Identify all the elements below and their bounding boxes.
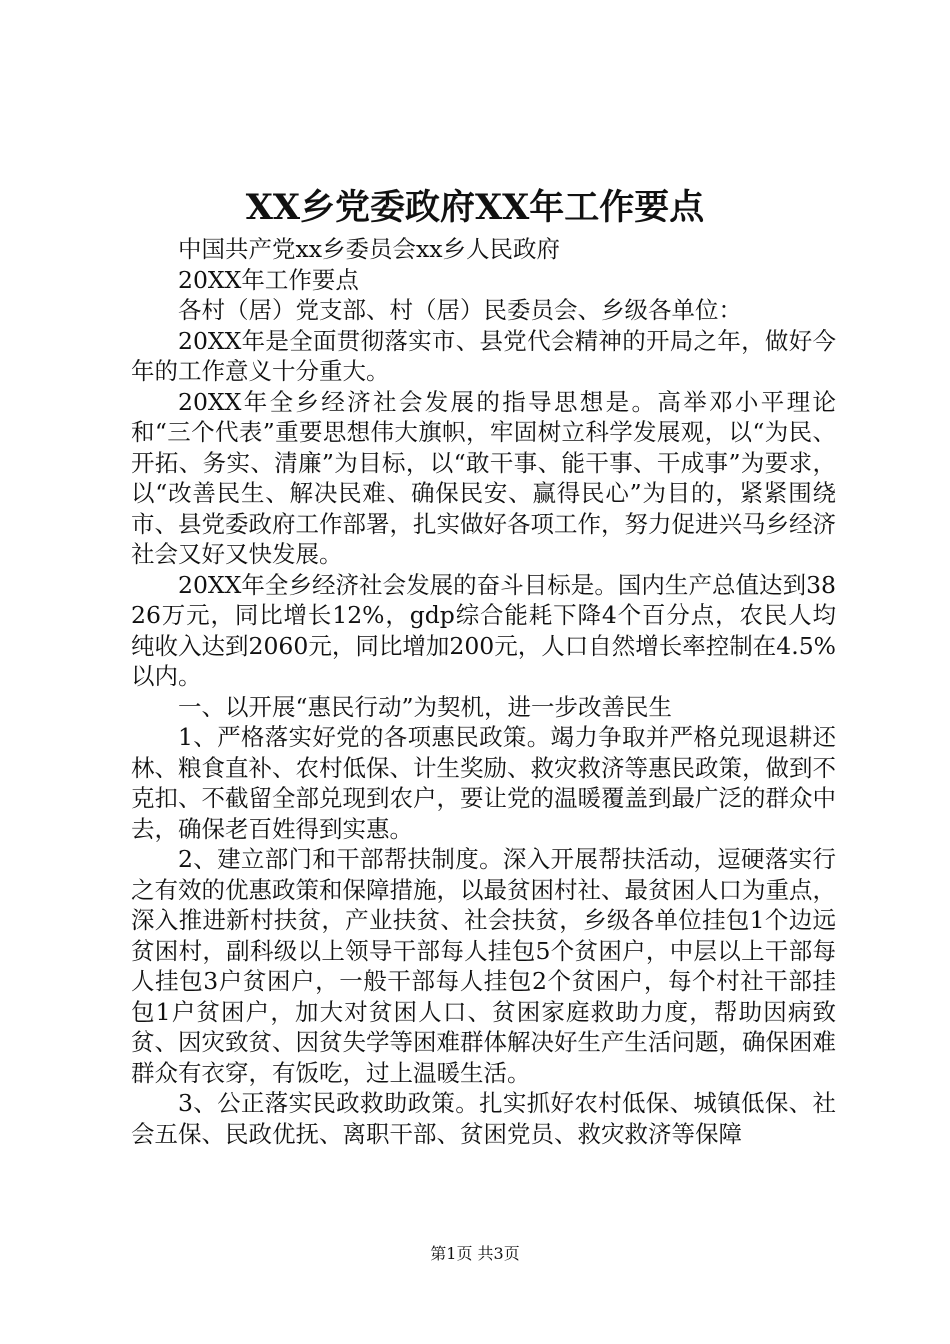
paragraph: 20XX年工作要点 (178, 265, 359, 294)
paragraph: 各村（居）党支部、村（居）民委员会、乡级各单位： (178, 296, 742, 324)
document-body (131, 234, 836, 1149)
paragraph: 20XX年全乡经济社会发展的指导思想是。高举邓小平理论和“三个代表”重要思想伟大旗帜，牢固树立科学发展观，以“为民、开拓、务实、清廉”为目标，以“敢干事、能干事、干成事”为要求，以“改善民生、解决民难、确保民安、赢得民心”为目的，紧紧围绕市、县党委政府工作部署，扎实做好各项工作，努力促进兴马乡经济社会又好又快发展。 (131, 387, 836, 568)
paragraph: 20XX年全乡经济社会发展的奋斗目标是。国内生产总值达到3826万元，同比增长12%，gdp综合能耗下降4个百分点，农民人均纯收入达到2060元，同比增加200元，人口自然增长率控制在4.5%以内。 (131, 570, 836, 690)
document-title: XX乡党委政府XX年工作要点 (245, 187, 705, 228)
paragraph: 20XX年是全面贯彻落实市、县党代会精神的开局之年，做好今年的工作意义十分重大。 (131, 326, 836, 385)
paragraph: 中国共产党xx乡委员会xx乡人民政府 (178, 235, 561, 263)
paragraph: 1、严格落实好党的各项惠民政策。竭力争取并严格兑现退耕还林、粮食直补、农村低保、计生奖励、救灾救济等惠民政策，做到不克扣、不截留全部兑现到农户，要让党的温暖覆盖到最广泛的群众中去，确保老百姓得到实惠。 (131, 723, 836, 843)
paragraph: 2、建立部门和干部帮扶制度。深入开展帮扶活动，逗硬落实行之有效的优惠政策和保障措施，以最贫困村社、最贫困人口为重点，深入推进新村扶贫，产业扶贫、社会扶贫，乡级各单位挂包1个边远贫困村，副科级以上领导干部每人挂包5个贫困户，中层以上干部每人挂包3户贫困户，一般干部每人挂包2个贫困户，每个村社干部挂包1户贫困户，加大对贫困人口、贫困家庭救助力度，帮助因病致贫、因灾致贫、因贫失学等困难群体解决好生产生活问题，确保困难群众有衣穿，有饭吃，过上温暖生活。 (131, 845, 836, 1087)
section-heading: 一、以开展“惠民行动”为契机，进一步改善民生 (178, 692, 673, 721)
page-footer: 第1页 共3页 (430, 1244, 520, 1263)
paragraph: 3、公正落实民政救助政策。扎实抓好农村低保、城镇低保、社会五保、民政优抚、离职干部、贫困党员、救灾救济等保障 (131, 1089, 836, 1148)
